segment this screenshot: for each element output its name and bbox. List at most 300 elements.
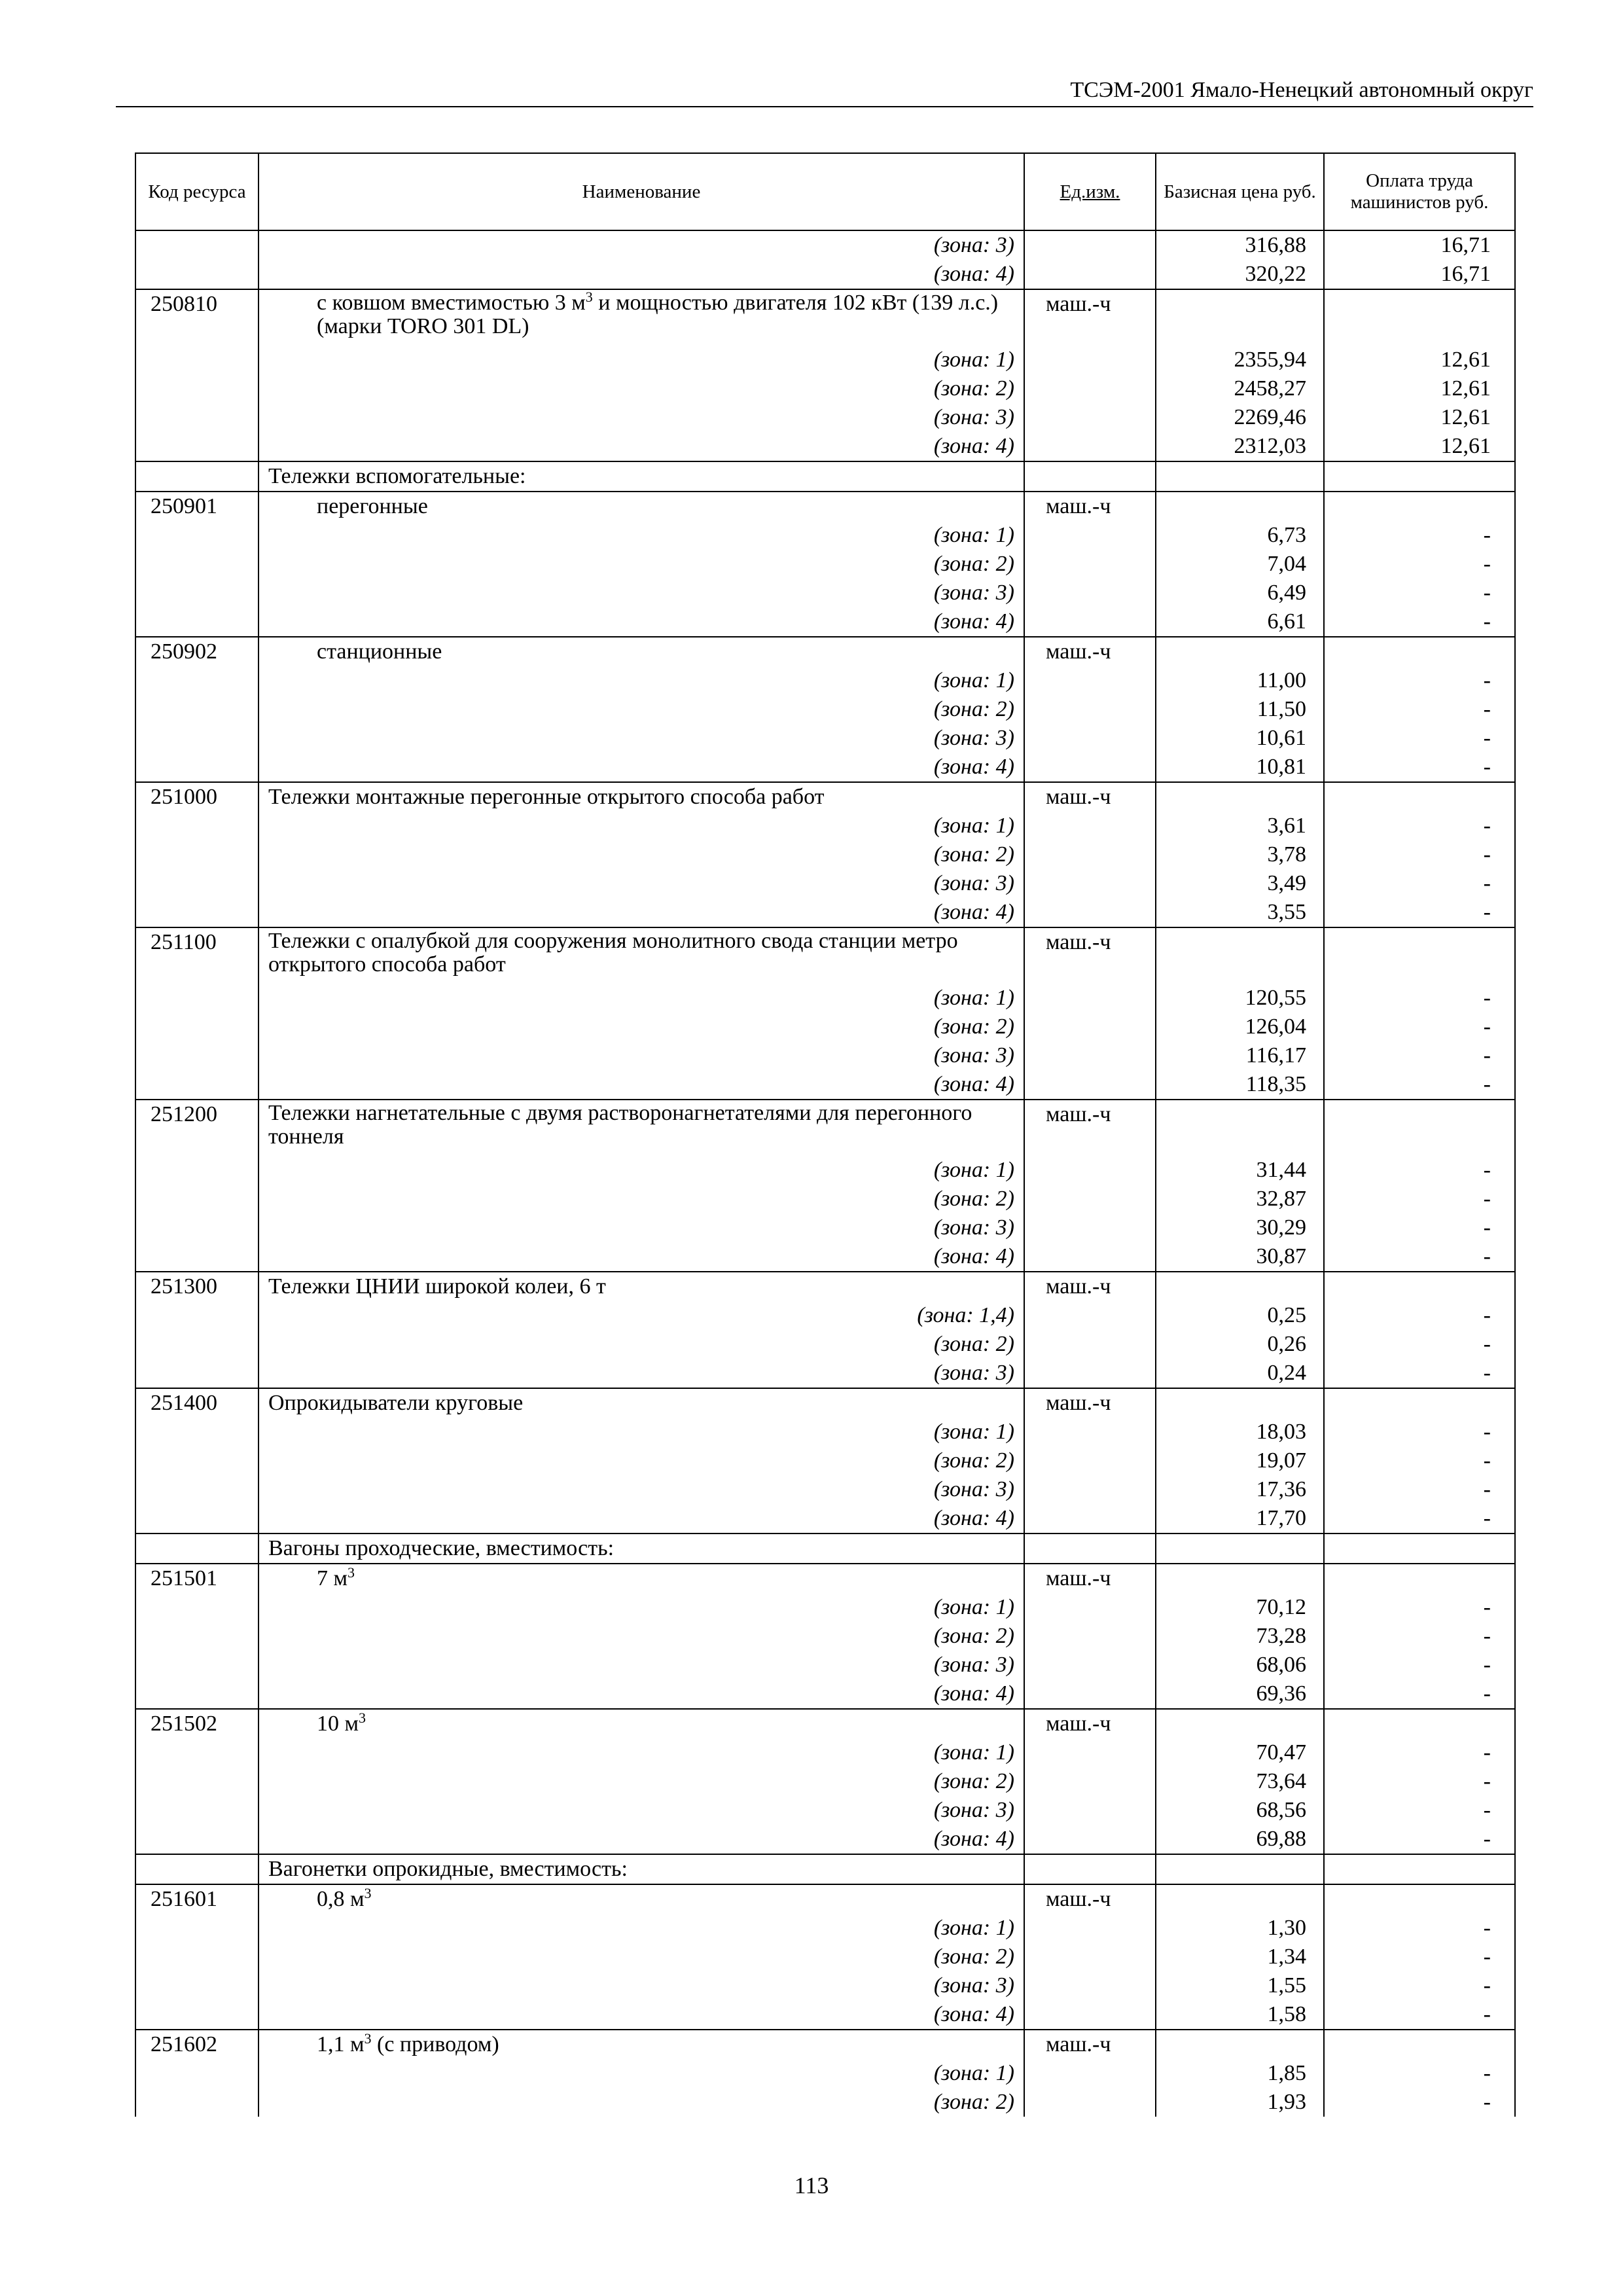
unit-cell [1024, 403, 1156, 432]
operator-pay [1324, 1388, 1515, 1418]
table-row [135, 346, 1515, 374]
resource-name-sup: 3 [359, 1710, 366, 1726]
table-row [135, 1943, 1515, 1971]
table-row [135, 1185, 1515, 1213]
resource-code [135, 550, 259, 579]
operator-pay: - [1324, 2000, 1515, 2030]
operator-pay: - [1324, 1070, 1515, 1100]
table-row [135, 1679, 1515, 1709]
table-row [135, 2030, 1515, 2059]
table-row [135, 374, 1515, 403]
resource-code: 251601 [135, 1884, 259, 1914]
resource-code [135, 521, 259, 550]
resource-code: 251200 [135, 1100, 259, 1156]
operator-pay: - [1324, 1041, 1515, 1070]
unit-cell: маш.-ч [1024, 637, 1156, 666]
unit-cell [1024, 230, 1156, 260]
operator-pay: 16,71 [1324, 230, 1515, 260]
resource-code [135, 1534, 259, 1564]
operator-pay [1324, 637, 1515, 666]
operator-pay: - [1324, 521, 1515, 550]
resource-code [135, 1475, 259, 1504]
resource-code [135, 984, 259, 1013]
zone-label: (зона: 2) [259, 2088, 1024, 2117]
operator-pay: - [1324, 1767, 1515, 1796]
table-row [135, 521, 1515, 550]
zone-label: (зона: 4) [259, 260, 1024, 289]
zone-label: (зона: 1) [259, 666, 1024, 695]
unit-cell: маш.-ч [1024, 1884, 1156, 1914]
group-heading: Вагоны проходческие, вместимость: [259, 1534, 1024, 1564]
base-price: 2269,46 [1156, 403, 1324, 432]
unit-cell [1024, 579, 1156, 607]
table-row [135, 782, 1515, 812]
resource-code [135, 1796, 259, 1825]
table-row [135, 1914, 1515, 1943]
operator-pay: - [1324, 1418, 1515, 1446]
table-row [135, 1504, 1515, 1534]
operator-pay: - [1324, 1185, 1515, 1213]
base-price [1156, 1100, 1324, 1156]
unit-cell: маш.-ч [1024, 1388, 1156, 1418]
zone-label: (зона: 4) [259, 1504, 1024, 1534]
table-row [135, 1534, 1515, 1564]
zone-label: (зона: 4) [259, 898, 1024, 927]
unit-cell: маш.-ч [1024, 1272, 1156, 1301]
resource-code [135, 1041, 259, 1070]
resource-code [135, 230, 259, 260]
resource-name: станционные [259, 637, 1024, 666]
operator-pay: - [1324, 1825, 1515, 1854]
zone-label: (зона: 2) [259, 840, 1024, 869]
resource-name: Тележки монтажные перегонные открытого способа работ [259, 782, 1024, 812]
page-number: 113 [794, 2172, 829, 2198]
table-row [135, 666, 1515, 695]
resource-code [135, 1622, 259, 1651]
resource-name: перегонные [259, 492, 1024, 521]
unit-cell [1024, 869, 1156, 898]
unit-cell [1024, 1301, 1156, 1330]
base-price: 118,35 [1156, 1070, 1324, 1100]
zone-label: (зона: 3) [259, 230, 1024, 260]
resource-code [135, 724, 259, 753]
operator-pay [1324, 1564, 1515, 1593]
table-row [135, 289, 1515, 346]
table-row [135, 1884, 1515, 1914]
resource-code [135, 840, 259, 869]
operator-pay [1324, 1272, 1515, 1301]
operator-pay: - [1324, 1971, 1515, 2000]
table-row [135, 1013, 1515, 1041]
unit-cell [1024, 1242, 1156, 1272]
base-price: 10,81 [1156, 753, 1324, 782]
resource-code [135, 607, 259, 637]
unit-cell [1024, 812, 1156, 840]
resource-code [135, 2059, 259, 2088]
zone-label: (зона: 3) [259, 579, 1024, 607]
zone-label: (зона: 4) [259, 607, 1024, 637]
operator-pay: - [1324, 1359, 1515, 1388]
base-price: 11,50 [1156, 695, 1324, 724]
resource-code [135, 1213, 259, 1242]
table-row [135, 1272, 1515, 1301]
table-row [135, 1709, 1515, 1738]
operator-pay: 16,71 [1324, 260, 1515, 289]
base-price: 1,55 [1156, 1971, 1324, 2000]
operator-pay: - [1324, 1213, 1515, 1242]
table-row [135, 432, 1515, 461]
resource-code [135, 346, 259, 374]
unit-cell [1024, 1651, 1156, 1679]
unit-cell [1024, 1185, 1156, 1213]
unit-cell [1024, 1593, 1156, 1622]
base-price: 31,44 [1156, 1156, 1324, 1185]
table-row [135, 1359, 1515, 1388]
table-row [135, 724, 1515, 753]
base-price [1156, 289, 1324, 346]
operator-pay: - [1324, 1914, 1515, 1943]
resource-name-post: и мощностью двигателя 102 кВт (139 л.с.) (марки TORO 301 DL) [317, 291, 999, 338]
zone-label: (зона: 1) [259, 521, 1024, 550]
zone-label: (зона: 1) [259, 1914, 1024, 1943]
table-row [135, 695, 1515, 724]
operator-pay: - [1324, 695, 1515, 724]
table-row [135, 927, 1515, 984]
table-row [135, 492, 1515, 521]
table-row [135, 1041, 1515, 1070]
unit-cell [1024, 1504, 1156, 1534]
resource-name: Тележки нагнетательные с двумя растворонагнетателями для перегонного тоннеля [259, 1100, 1024, 1156]
unit-cell [1024, 1446, 1156, 1475]
table-row [135, 840, 1515, 869]
unit-cell [1024, 607, 1156, 637]
operator-pay: - [1324, 1446, 1515, 1475]
base-price: 17,70 [1156, 1504, 1324, 1534]
running-header: ТСЭМ-2001 Ямало-Ненецкий автономный округ [116, 77, 1533, 107]
resource-code [135, 1242, 259, 1272]
table-body [135, 230, 1515, 2117]
table-row [135, 1213, 1515, 1242]
unit-cell [1024, 346, 1156, 374]
resource-code: 251400 [135, 1388, 259, 1418]
resource-code [135, 461, 259, 492]
operator-pay [1324, 782, 1515, 812]
base-price: 320,22 [1156, 260, 1324, 289]
resource-code: 251501 [135, 1564, 259, 1593]
base-price: 2355,94 [1156, 346, 1324, 374]
operator-pay: - [1324, 1013, 1515, 1041]
zone-label: (зона: 2) [259, 550, 1024, 579]
operator-pay: - [1324, 1796, 1515, 1825]
table-row [135, 2000, 1515, 2030]
table-row [135, 1475, 1515, 1504]
zone-label: (зона: 2) [259, 1622, 1024, 1651]
unit-cell [1024, 432, 1156, 461]
zone-label: (зона: 3) [259, 1971, 1024, 2000]
column-header-code: Код ресурса [135, 153, 259, 230]
resource-code [135, 1651, 259, 1679]
zone-label: (зона: 4) [259, 2000, 1024, 2030]
zone-label: (зона: 1) [259, 1593, 1024, 1622]
unit-cell: маш.-ч [1024, 289, 1156, 346]
resource-code [135, 666, 259, 695]
zone-label: (зона: 3) [259, 1475, 1024, 1504]
resource-name [259, 1564, 1024, 1593]
resource-name-sup: 3 [364, 1885, 372, 1901]
resource-code: 251000 [135, 782, 259, 812]
unit-cell [1024, 753, 1156, 782]
table-row [135, 260, 1515, 289]
base-price: 0,24 [1156, 1359, 1324, 1388]
unit-cell [1024, 461, 1156, 492]
base-price: 3,61 [1156, 812, 1324, 840]
table-row [135, 1418, 1515, 1446]
resource-code [135, 1914, 259, 1943]
unit-cell [1024, 1475, 1156, 1504]
base-price: 126,04 [1156, 1013, 1324, 1041]
resource-code [135, 2000, 259, 2030]
table-row [135, 1767, 1515, 1796]
operator-pay: - [1324, 2059, 1515, 2088]
table-row [135, 1301, 1515, 1330]
base-price: 6,61 [1156, 607, 1324, 637]
column-header-unit-label: Ед.изм. [1060, 181, 1120, 202]
base-price: 17,36 [1156, 1475, 1324, 1504]
table-row [135, 2059, 1515, 2088]
resource-code [135, 1359, 259, 1388]
unit-cell [1024, 521, 1156, 550]
base-price: 73,28 [1156, 1622, 1324, 1651]
zone-label: (зона: 3) [259, 1359, 1024, 1388]
resource-code [135, 1943, 259, 1971]
table-row [135, 579, 1515, 607]
unit-cell [1024, 2088, 1156, 2117]
operator-pay: - [1324, 1301, 1515, 1330]
operator-pay: - [1324, 1330, 1515, 1359]
resource-name [259, 2030, 1024, 2059]
table-row [135, 1651, 1515, 1679]
column-header-price: Базисная цена руб. [1156, 153, 1324, 230]
unit-cell [1024, 1738, 1156, 1767]
unit-cell [1024, 724, 1156, 753]
zone-label: (зона: 2) [259, 1943, 1024, 1971]
resource-code [135, 1418, 259, 1446]
resource-code [135, 1971, 259, 2000]
unit-cell: маш.-ч [1024, 927, 1156, 984]
operator-pay: - [1324, 1475, 1515, 1504]
base-price [1156, 492, 1324, 521]
column-header-pay: Оплата труда машинистов руб. [1324, 153, 1515, 230]
base-price: 3,78 [1156, 840, 1324, 869]
zone-label: (зона: 1) [259, 2059, 1024, 2088]
zone-label: (зона: 2) [259, 695, 1024, 724]
table-row [135, 2088, 1515, 2117]
resource-name-sup: 3 [364, 2030, 372, 2047]
operator-pay: - [1324, 1622, 1515, 1651]
zone-label: (зона: 4) [259, 432, 1024, 461]
table-row [135, 1100, 1515, 1156]
unit-cell [1024, 1330, 1156, 1359]
base-price: 69,88 [1156, 1825, 1324, 1854]
zone-label: (зона: 1) [259, 1418, 1024, 1446]
base-price: 30,87 [1156, 1242, 1324, 1272]
base-price: 2458,27 [1156, 374, 1324, 403]
operator-pay: 12,61 [1324, 403, 1515, 432]
base-price: 0,25 [1156, 1301, 1324, 1330]
operator-pay: - [1324, 812, 1515, 840]
unit-cell: маш.-ч [1024, 492, 1156, 521]
resource-price-table [135, 152, 1516, 2117]
base-price: 1,34 [1156, 1943, 1324, 1971]
zone-label: (зона: 4) [259, 1242, 1024, 1272]
base-price: 6,73 [1156, 521, 1324, 550]
zone-label: (зона: 1,4) [259, 1301, 1024, 1330]
base-price: 1,58 [1156, 2000, 1324, 2030]
operator-pay [1324, 1709, 1515, 1738]
base-price [1156, 1534, 1324, 1564]
zone-label: (зона: 3) [259, 869, 1024, 898]
unit-cell: маш.-ч [1024, 2030, 1156, 2059]
table-row [135, 1388, 1515, 1418]
base-price: 116,17 [1156, 1041, 1324, 1070]
base-price: 30,29 [1156, 1213, 1324, 1242]
resource-code [135, 1854, 259, 1884]
unit-cell: маш.-ч [1024, 782, 1156, 812]
zone-label: (зона: 1) [259, 812, 1024, 840]
resource-code [135, 260, 259, 289]
unit-cell [1024, 898, 1156, 927]
table-row [135, 1825, 1515, 1854]
base-price [1156, 1854, 1324, 1884]
resource-name-pre: 10 м [317, 1712, 359, 1736]
unit-cell [1024, 1971, 1156, 2000]
base-price: 10,61 [1156, 724, 1324, 753]
operator-pay: - [1324, 753, 1515, 782]
resource-name [259, 289, 1024, 346]
resource-code: 250902 [135, 637, 259, 666]
resource-code [135, 1825, 259, 1854]
base-price: 3,55 [1156, 898, 1324, 927]
resource-code [135, 695, 259, 724]
resource-name-pre: 0,8 м [317, 1887, 365, 1911]
table-row [135, 1070, 1515, 1100]
operator-pay [1324, 289, 1515, 346]
resource-name: Тележки ЦНИИ широкой колеи, 6 т [259, 1272, 1024, 1301]
base-price: 32,87 [1156, 1185, 1324, 1213]
unit-cell [1024, 2000, 1156, 2030]
zone-label: (зона: 2) [259, 1185, 1024, 1213]
resource-code [135, 579, 259, 607]
base-price: 0,26 [1156, 1330, 1324, 1359]
table-row [135, 230, 1515, 260]
base-price: 69,36 [1156, 1679, 1324, 1709]
zone-label: (зона: 3) [259, 1041, 1024, 1070]
resource-code [135, 1593, 259, 1622]
operator-pay: - [1324, 724, 1515, 753]
unit-cell [1024, 1156, 1156, 1185]
table-row [135, 984, 1515, 1013]
zone-label: (зона: 2) [259, 1013, 1024, 1041]
resource-code [135, 1446, 259, 1475]
zone-label: (зона: 3) [259, 403, 1024, 432]
operator-pay: - [1324, 1242, 1515, 1272]
resource-code [135, 812, 259, 840]
unit-cell [1024, 666, 1156, 695]
resource-name: Опрокидыватели круговые [259, 1388, 1024, 1418]
unit-cell [1024, 1679, 1156, 1709]
resource-code [135, 2088, 259, 2117]
zone-label: (зона: 3) [259, 1651, 1024, 1679]
resource-code [135, 1156, 259, 1185]
zone-label: (зона: 1) [259, 984, 1024, 1013]
base-price: 120,55 [1156, 984, 1324, 1013]
zone-label: (зона: 1) [259, 1156, 1024, 1185]
table-row [135, 1622, 1515, 1651]
base-price: 1,30 [1156, 1914, 1324, 1943]
column-header-unit [1024, 153, 1156, 230]
base-price [1156, 1709, 1324, 1738]
column-header-name: Наименование [259, 153, 1024, 230]
unit-cell [1024, 984, 1156, 1013]
base-price [1156, 782, 1324, 812]
table-row [135, 1854, 1515, 1884]
unit-cell [1024, 695, 1156, 724]
unit-cell [1024, 1418, 1156, 1446]
operator-pay: - [1324, 1156, 1515, 1185]
base-price: 3,49 [1156, 869, 1324, 898]
table-row [135, 1593, 1515, 1622]
operator-pay: - [1324, 2088, 1515, 2117]
unit-cell [1024, 1796, 1156, 1825]
operator-pay: - [1324, 1738, 1515, 1767]
zone-label: (зона: 2) [259, 1767, 1024, 1796]
zone-label: (зона: 1) [259, 346, 1024, 374]
base-price [1156, 1884, 1324, 1914]
resource-name: Тележки с опалубкой для сооружения монолитного свода станции метро открытого способа работ [259, 927, 1024, 984]
zone-label: (зона: 2) [259, 1330, 1024, 1359]
operator-pay [1324, 461, 1515, 492]
unit-cell [1024, 1534, 1156, 1564]
operator-pay [1324, 1884, 1515, 1914]
resource-code [135, 1679, 259, 1709]
unit-cell [1024, 840, 1156, 869]
resource-code: 251100 [135, 927, 259, 984]
operator-pay [1324, 1534, 1515, 1564]
table-row [135, 1796, 1515, 1825]
base-price: 7,04 [1156, 550, 1324, 579]
resource-code [135, 1013, 259, 1041]
table-row [135, 898, 1515, 927]
resource-code [135, 1330, 259, 1359]
zone-label: (зона: 2) [259, 374, 1024, 403]
group-heading: Вагонетки опрокидные, вместимость: [259, 1854, 1024, 1884]
table-row [135, 461, 1515, 492]
resource-code: 250810 [135, 289, 259, 346]
resource-code [135, 753, 259, 782]
zone-label: (зона: 4) [259, 1825, 1024, 1854]
base-price: 1,85 [1156, 2059, 1324, 2088]
resource-code: 250901 [135, 492, 259, 521]
table-row [135, 812, 1515, 840]
resource-code [135, 1070, 259, 1100]
base-price [1156, 637, 1324, 666]
resource-code [135, 1185, 259, 1213]
operator-pay: - [1324, 666, 1515, 695]
zone-label: (зона: 4) [259, 753, 1024, 782]
operator-pay: - [1324, 1943, 1515, 1971]
unit-cell [1024, 260, 1156, 289]
unit-cell [1024, 1041, 1156, 1070]
